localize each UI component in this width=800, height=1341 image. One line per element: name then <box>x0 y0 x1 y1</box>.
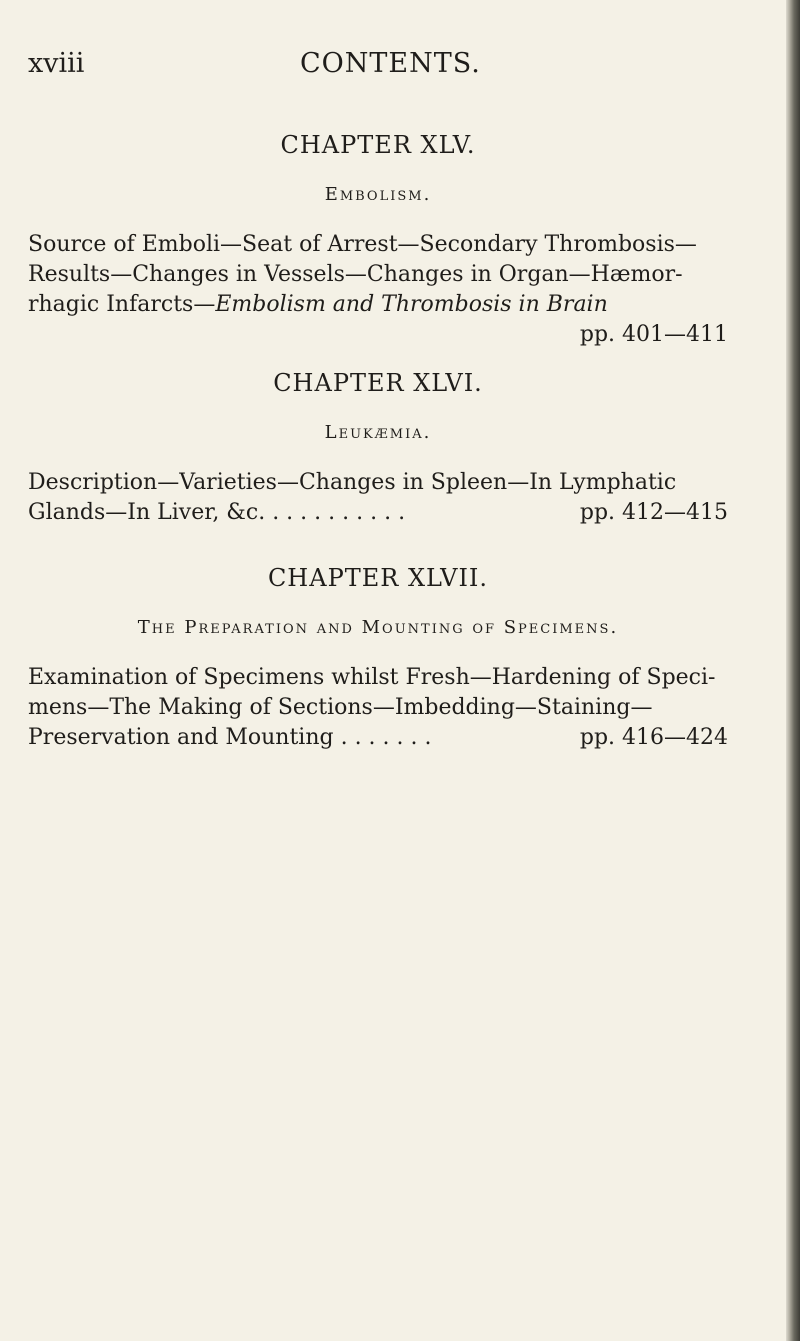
chapter-subject: Leukæmia. <box>324 422 432 443</box>
summary-line: Examination of Specimens whilst Fresh—Hardening of Speci- <box>28 665 716 690</box>
page-range: pp. 416—424 <box>579 725 728 750</box>
summary-text: Preservation and Mounting . . . . . . . <box>28 725 432 750</box>
summary-line <box>28 290 728 320</box>
page-edge <box>786 0 800 1341</box>
summary-text: rhagic Infarcts— <box>28 292 216 317</box>
summary-line: Results—Changes in Vessels—Changes in Organ—Hæmor- <box>28 262 683 287</box>
chapter-summary <box>28 230 728 350</box>
chapter-summary <box>28 468 728 528</box>
chapter-subject: Embolism. <box>324 184 432 205</box>
chapter-summary <box>28 663 728 753</box>
page-range-line <box>28 320 728 350</box>
chapter-xlvi <box>28 368 728 528</box>
summary-italic-text: Embolism and Thrombosis in Brain <box>215 292 608 317</box>
running-head <box>0 48 800 80</box>
chapter-heading: CHAPTER XLVI. <box>273 369 483 397</box>
summary-line: Source of Emboli—Seat of Arrest—Secondary Thrombosis— <box>28 232 697 257</box>
running-title: CONTENTS. <box>300 48 481 79</box>
page-range: pp. 401—411 <box>579 322 728 347</box>
summary-text: Glands—In Liver, &c. . . . . . . . . . . <box>28 500 406 525</box>
chapter-xlv <box>28 130 728 350</box>
chapter-subject: The Preparation and Mounting of Specimens. <box>137 617 619 638</box>
chapter-heading: CHAPTER XLVII. <box>267 564 489 592</box>
chapter-xlvii <box>28 563 728 753</box>
summary-last-line <box>28 498 728 528</box>
chapter-heading: CHAPTER XLV. <box>280 131 476 159</box>
page-range: pp. 412—415 <box>579 500 728 525</box>
summary-last-line <box>28 723 728 753</box>
page-number: xviii <box>28 48 85 79</box>
summary-line: Description—Varieties—Changes in Spleen—In Lymphatic <box>28 470 677 495</box>
summary-line: mens—The Making of Sections—Imbedding—Staining— <box>28 695 653 720</box>
